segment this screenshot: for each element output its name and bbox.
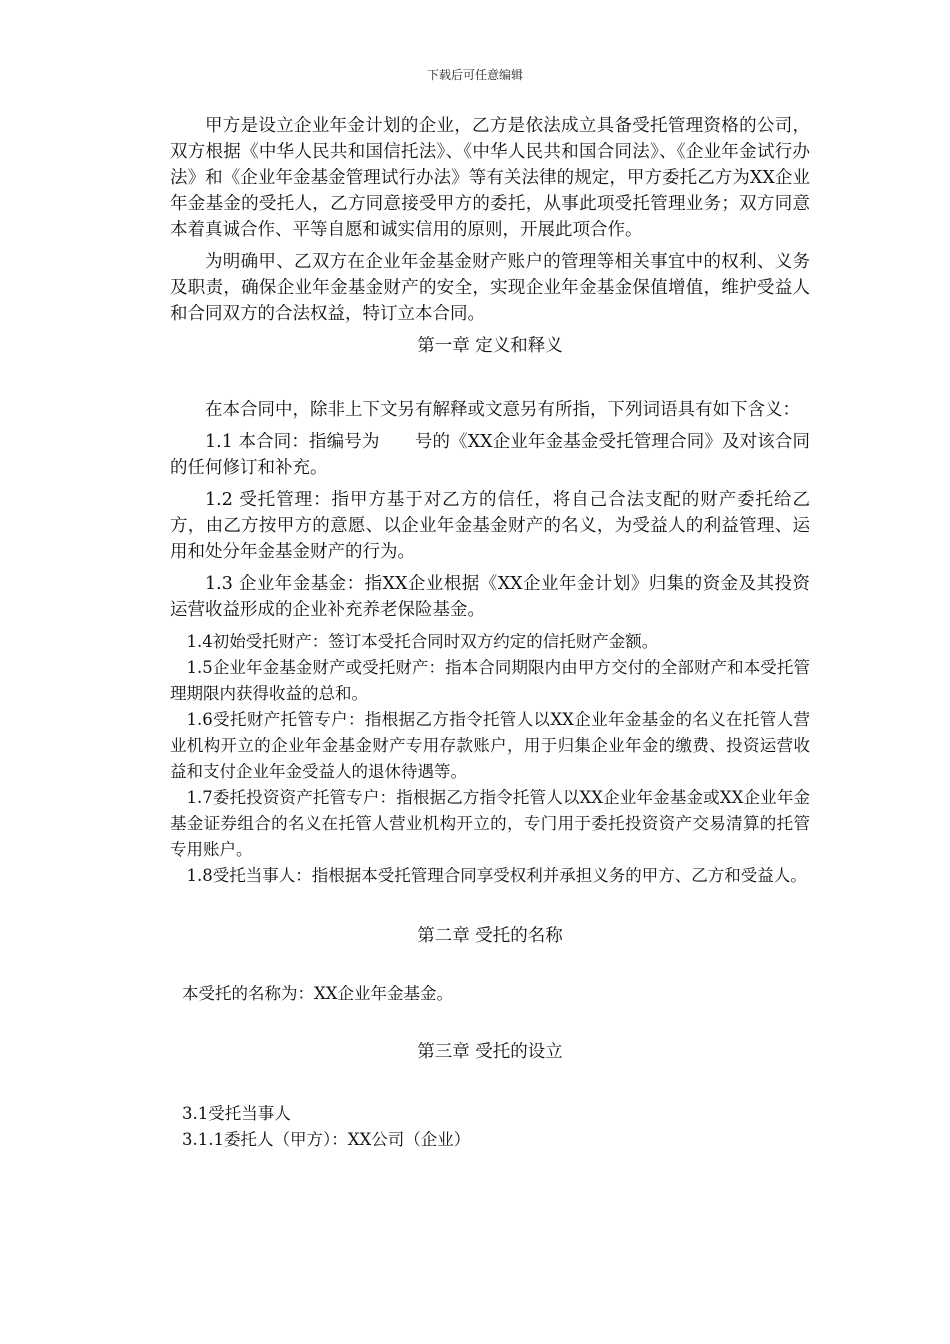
chapter-2-body: 本受托的名称为：XX企业年金基金。 xyxy=(182,984,453,1003)
chapter-1-title: 第一章 定义和释义 xyxy=(417,336,563,356)
definition-1-1: 1.1 本合同：指编号为 号的《XX企业年金基金受托管理合同》及对该合同的任何修订和补充。 xyxy=(170,432,810,478)
section-3-1: 3.1受托当事人 xyxy=(182,1104,291,1123)
definition-1-5: 1.5企业年金基金财产或受托财产：指本合同期限内由甲方交付的全部财产和本受托管理期限内获得收益的总和。 xyxy=(170,658,810,703)
page-header-note: 下载后可任意编辑 xyxy=(426,68,523,82)
intro-paragraph-2: 为明确甲、乙双方在企业年金基金财产账户的管理等相关事宜中的权利、义务及职责，确保企业年金基金财产的安全，实现企业年金基金保值增值，维护受益人和合同双方的合法权益，特订立本合同。 xyxy=(170,252,810,324)
intro-paragraph-1: 甲方是设立企业年金计划的企业，乙方是依法成立具备受托管理资格的公司，双方根据《中华人民共和国信托法》、《中华人民共和国合同法》、《企业年金试行办法》和《企业年金基金管理试行办法》等有关法律的规定，甲方委托乙方为XX企业年金基金的受托人，乙方同意接受甲方的委托，从事此项受托管理业务；双方同意本着真诚合作、平等自愿和诚实信用的原则，开展此项合作。 xyxy=(170,116,810,240)
definition-1-7: 1.7委托投资资产托管专户：指根据乙方指令托管人以XX企业年金基金或XX企业年金基金证券组合的名义在托管人营业机构开立的，专门用于委托投资资产交易清算的托管专用账户。 xyxy=(170,788,810,859)
chapter-3-title: 第三章 受托的设立 xyxy=(417,1042,563,1062)
definition-1-4: 1.4初始受托财产：签订本受托合同时双方约定的信托财产金额。 xyxy=(186,632,659,651)
section-3-1-1: 3.1.1委托人（甲方）：XX公司（企业） xyxy=(182,1130,471,1149)
definition-1-3: 1.3 企业年金基金：指XX企业根据《XX企业年金计划》归集的资金及其投资运营收益形成的企业补充养老保险基金。 xyxy=(170,574,810,620)
definition-1-8: 1.8受托当事人：指根据本受托管理合同享受权利并承担义务的甲方、乙方和受益人。 xyxy=(186,866,807,885)
document-body xyxy=(170,113,810,1153)
definition-1-2: 1.2 受托管理：指甲方基于对乙方的信任，将自己合法支配的财产委托给乙方，由乙方按甲方的意愿、以企业年金基金财产的名义，为受益人的利益管理、运用和处分年金基金财产的行为。 xyxy=(170,490,810,562)
chapter-2-title: 第二章 受托的名称 xyxy=(417,926,563,946)
chapter-1-intro: 在本合同中，除非上下文另有解释或文意另有所指，下列词语具有如下含义： xyxy=(205,400,800,420)
definition-1-6: 1.6受托财产托管专户：指根据乙方指令托管人以XX企业年金基金的名义在托管人营业机构开立的企业年金基金财产专用存款账户，用于归集企业年金的缴费、投资运营收益和支付企业年金受益人的退休待遇等。 xyxy=(170,710,810,781)
